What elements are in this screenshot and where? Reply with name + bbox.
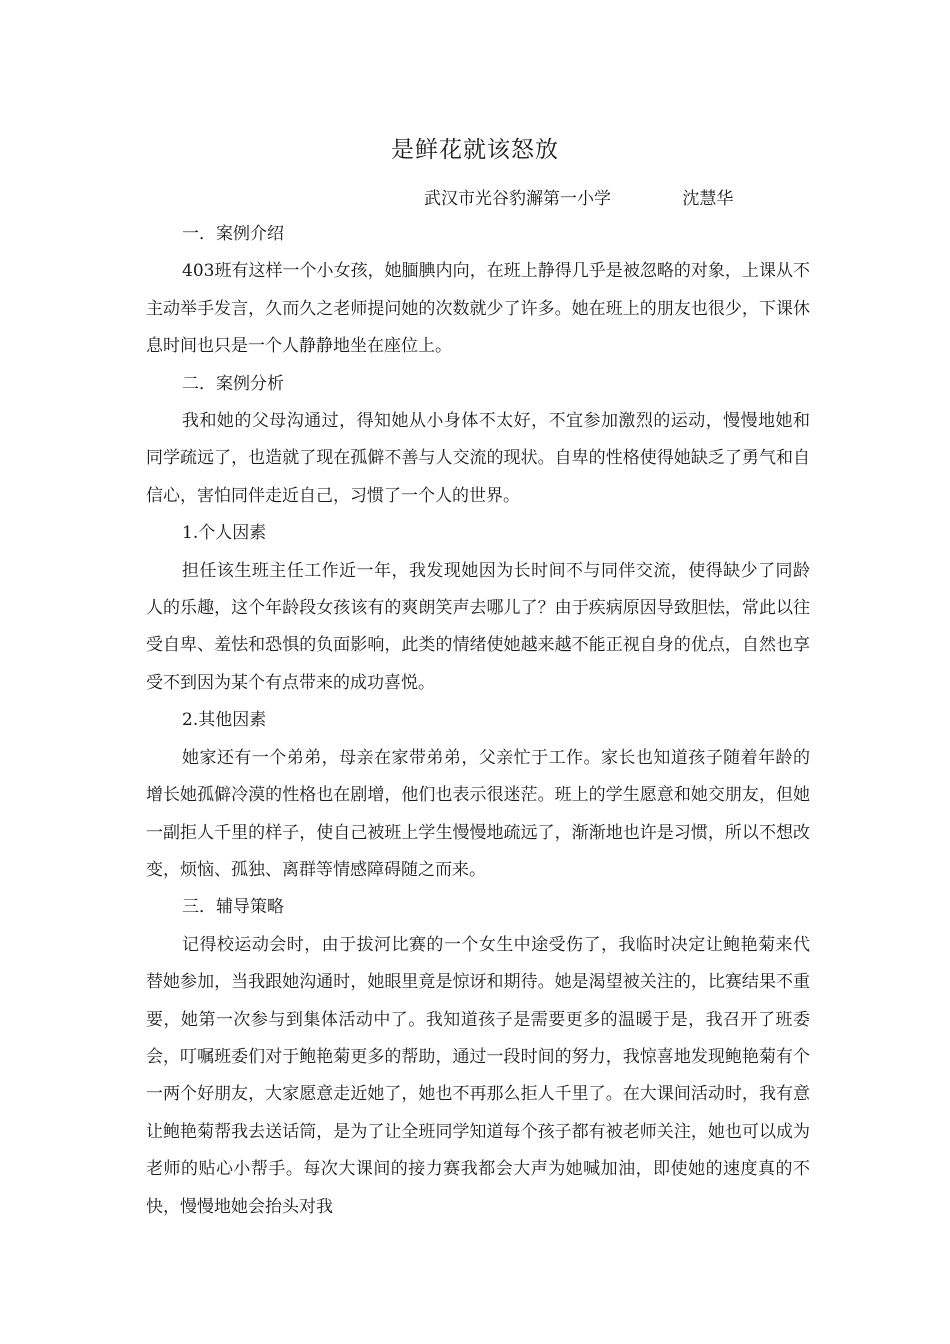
section-heading-personal-factors: 1.个人因素 [182, 523, 267, 544]
section-paragraph-other-factors: 她家还有一个弟弟，母亲在家带弟弟，父亲忙于工作。家长也知道孩子随着年龄的增长她孤僻冷漠的性格也在剧增，他们也表示很迷茫。班上的学生愿意和她交朋友，但她一副拒人千里的样子，使自己被班上学生慢慢地疏远了，渐渐地也许是习惯，所以不想改变，烦恼、孤独、离群等情感障碍随之而来。 [146, 747, 810, 880]
section-heading-analysis: 二．案例分析 [182, 373, 284, 394]
section-paragraph-intro: 403班有这样一个小女孩，她腼腆内向，在班上静得几乎是被忽略的对象，上课从不主动举手发言，久而久之老师提问她的次数就少了许多。她在班上的朋友也很少，下课休息时间也只是一个人静静地坐在座位上。 [146, 261, 810, 357]
section-paragraph-analysis: 我和她的父母沟通过，得知她从小身体不太好，不宜参加激烈的运动，慢慢地她和同学疏远了，也造就了现在孤僻不善与人交流的现状。自卑的性格使得她缺乏了勇气和自信心，害怕同伴走近自己，习惯了一个人的世界。 [146, 411, 810, 506]
section-heading-strategy: 三．辅导策略 [182, 897, 284, 918]
section-heading-other-factors: 2.其他因素 [182, 710, 267, 731]
school-name: 武汉市光谷豹澥第一小学 [424, 189, 611, 209]
section-paragraph-personal-factors: 担任该生班主任工作近一年，我发现她因为长时间不与同伴交流，使得缺少了同龄人的乐趣，这个年龄段女孩该有的爽朗笑声去哪儿了？由于疾病原因导致胆怯，常此以往受自卑、羞怯和恐惧的负面影响，此类的情绪使她越来越不能正视自身的优点，自然也享受不到因为某个有点带来的成功喜悦。 [146, 560, 810, 693]
document-body [146, 216, 810, 1226]
section-heading-intro: 一．案例介绍 [182, 224, 284, 244]
section-paragraph-strategy: 记得校运动会时，由于拔河比赛的一个女生中途受伤了，我临时决定让鲍艳菊来代替她参加，当我跟她沟通时，她眼里竟是惊讶和期待。她是渴望被关注的，比赛结果不重要，她第一次参与到集体活动中了。我知道孩子是需要更多的温暖于是，我召开了班委会，叮嘱班委们对于鲍艳菊更多的帮助，通过一段时间的努力，我惊喜地发现鲍艳菊有个一两个好朋友，大家愿意走近她了，她也不再那么拒人千里了。在大课间活动时，我有意让鲍艳菊帮我去送话筒，是为了让全班同学知道每个孩子都有被老师关注，她也可以成为老师的贴心小帮手。每次大课间的接力赛我都会大声为她喊加油，即使她的速度真的不快，慢慢地她会抬头对我 [146, 934, 810, 1217]
byline [424, 184, 733, 214]
author-name: 沈慧华 [682, 189, 734, 209]
document-title: 是鲜花就该怒放 [391, 137, 559, 163]
